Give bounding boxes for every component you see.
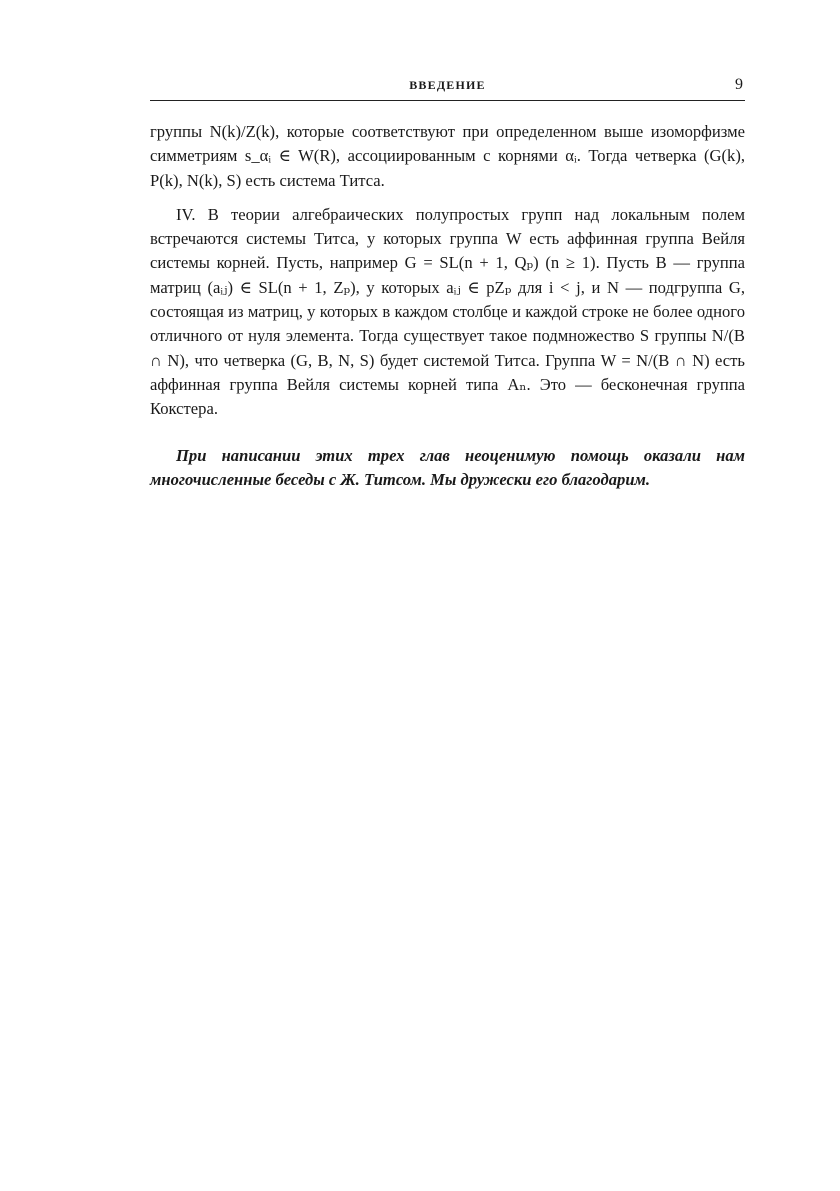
page-number: 9 [735, 76, 743, 93]
header-rule [150, 100, 745, 101]
running-head [150, 78, 745, 98]
paragraph-section-iv: IV. В теории алгебраических полупростых групп над локальным полем встречаются системы Титса, у которых группа W есть аффинная группа Вейля системы корней. Пусть, например G = SL(n + 1, Qₚ) (n ≥ 1). Пусть B — группа матриц (aᵢⱼ) ∈ SL(n + 1, Zₚ), у которых aᵢⱼ ∈ pZₚ для i < j, и N — подгруппа G, состоящая из матриц, у которых в каждом столбце и каждой строке не более одного отличного от нуля элемента. Тогда существует такое подмножество S группы N/(B ∩ N), что четверка (G, B, N, S) будет системой Титса. Группа W = N/(B ∩ N) есть аффинная группа Вейля системы корней типа Aₙ. Это — бесконечная группа Кокстера. [150, 204, 745, 419]
paragraph-continuation: группы N(k)/Z(k), которые соответствуют при определенном выше изоморфизме симметриям s_αᵢ ∈ W(R), ассоциированным с корнями αᵢ. Тогда четверка (G(k), P(k), N(k), S) есть система Титса. [150, 122, 745, 190]
body-text [150, 120, 745, 492]
acknowledgement-paragraph: При написании этих трех глав неоценимую помощь оказали нам многочисленные беседы с Ж. Титсом. Мы дружески его благодарим. [150, 445, 745, 489]
running-title: ВВЕДЕНИЕ [409, 78, 486, 92]
